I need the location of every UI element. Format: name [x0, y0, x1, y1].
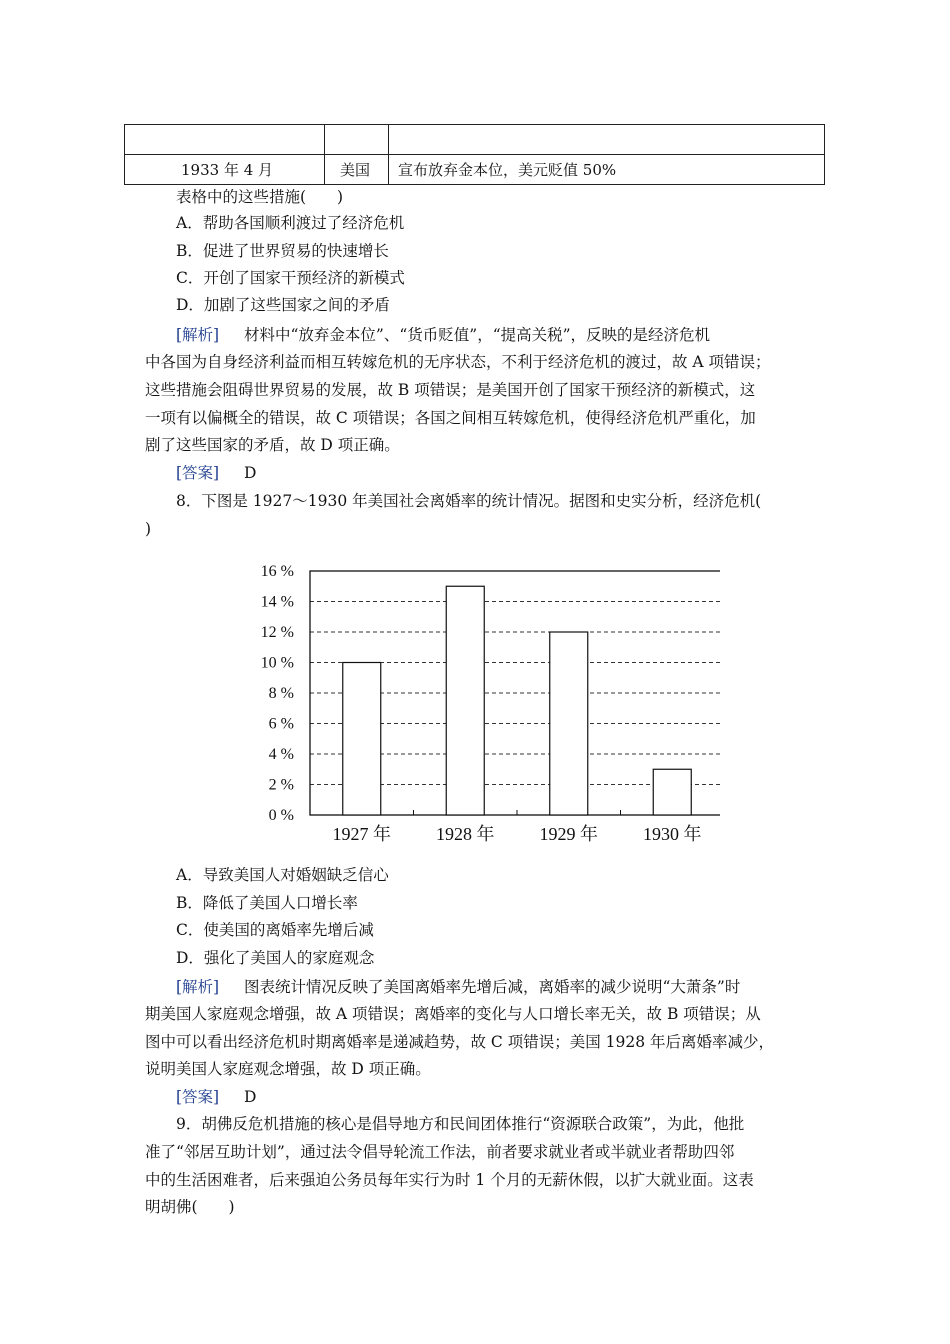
q7-analysis-line: 中各国为自身经济利益而相互转嫁危机的无序状态，不利于经济危机的渡过，故 A 项错误；: [145, 353, 771, 371]
q8-analysis-label: [解析]: [176, 978, 220, 996]
x-tick-label: 1927 年: [332, 824, 391, 844]
q7-analysis-line: 剧了这些国家的矛盾，故 D 项正确。: [145, 436, 400, 454]
q7-analysis-line: 一项有以偏概全的错误，故 C 项错误；各国之间相互转嫁危机，使得经济危机严重化，加: [145, 409, 756, 427]
table-cell-country: 美国: [340, 161, 371, 179]
q7-analysis-line: 这些措施会阻碍世界贸易的发展，故 B 项错误；是美国开创了国家干预经济的新模式，这: [145, 381, 756, 399]
q7-analysis-line: 材料中“放弃金本位”、“货币贬值”，“提高关税”，反映的是经济危机: [244, 326, 711, 344]
q7-analysis-label: [解析]: [176, 326, 220, 344]
q7-answer-label: [答案]: [176, 464, 220, 482]
y-tick-label: 12 %: [260, 624, 294, 641]
q8-option-c: C．使美国的离婚率先增后减: [176, 921, 374, 939]
q9-stem-line: 9．胡佛反危机措施的核心是倡导地方和民间团体推行“资源联合政策”，为此，他批: [176, 1115, 745, 1133]
q9-stem-line: 准了“邻居互助计划”，通过法令倡导轮流工作法，前者要求就业者或半就业者帮助四邻: [145, 1143, 735, 1161]
q8-analysis-line: 图中可以看出经济危机时期离婚率是递减趋势，故 C 项错误；美国 1928 年后离婚率减少，: [145, 1033, 775, 1051]
x-tick-label: 1930 年: [643, 824, 702, 844]
q8-analysis-line: 说明美国人家庭观念增强，故 D 项正确。: [145, 1060, 431, 1078]
x-tick-label: 1929 年: [539, 824, 598, 844]
y-tick-label: 2 %: [268, 776, 294, 794]
q7-option-b: B．促进了世界贸易的快速增长: [176, 242, 389, 260]
y-tick-label: 14 %: [260, 593, 294, 611]
divorce-rate-chart: [250, 560, 720, 850]
q8-analysis-line: 期美国人家庭观念增强，故 A 项错误；离婚率的变化与人口增长率无关，故 B 项错误；从: [145, 1005, 761, 1023]
y-tick-label: 16 %: [260, 563, 294, 580]
q7-option-c: C．开创了国家干预经济的新模式: [176, 269, 405, 287]
q8-stem-line: ): [145, 520, 152, 538]
q8-analysis-line: 图表统计情况反映了美国离婚率先增后减，离婚率的减少说明“大萧条”时: [244, 978, 741, 996]
q8-option-d: D．强化了美国人的家庭观念: [176, 949, 375, 967]
y-tick-label: 8 %: [268, 685, 294, 702]
measures-table: [124, 124, 825, 185]
bar: [653, 769, 691, 815]
table-cell-measure: 宣布放弃金本位，美元贬值 50%: [398, 161, 617, 179]
y-tick-label: 10 %: [260, 654, 294, 672]
q9-stem-line: 中的生活困难者，后来强迫公务员每年实行为时 1 个月的无薪休假，以扩大就业面。这表: [145, 1171, 754, 1189]
table-col-divider: [324, 125, 325, 184]
q7-option-d: D．加剧了这些国家之间的矛盾: [176, 296, 390, 314]
q7-option-a: A．帮助各国顺利渡过了经济危机: [176, 214, 405, 232]
q7-answer: D: [244, 464, 257, 482]
q9-stem-line: 明胡佛( ): [145, 1198, 235, 1216]
q8-option-a: A．导致美国人对婚姻缺乏信心: [176, 866, 389, 884]
table-col-divider: [388, 125, 389, 184]
q8-option-b: B．降低了美国人口增长率: [176, 894, 358, 912]
y-tick-label: 0 %: [268, 807, 294, 824]
q8-answer: D: [244, 1088, 257, 1106]
x-tick-label: 1928 年: [436, 824, 495, 844]
y-tick-label: 6 %: [268, 715, 294, 733]
q7-stem: 表格中的这些措施( ): [176, 188, 344, 206]
table-cell-date: 1933 年 4 月: [181, 161, 274, 179]
q8-stem-line: 8．下图是 1927～1930 年美国社会离婚率的统计情况。据图和史实分析，经济危机(: [176, 492, 762, 510]
bar: [446, 586, 484, 815]
bar: [550, 632, 588, 815]
bar: [343, 663, 381, 816]
q8-answer-label: [答案]: [176, 1088, 220, 1106]
y-tick-label: 4 %: [268, 746, 294, 763]
